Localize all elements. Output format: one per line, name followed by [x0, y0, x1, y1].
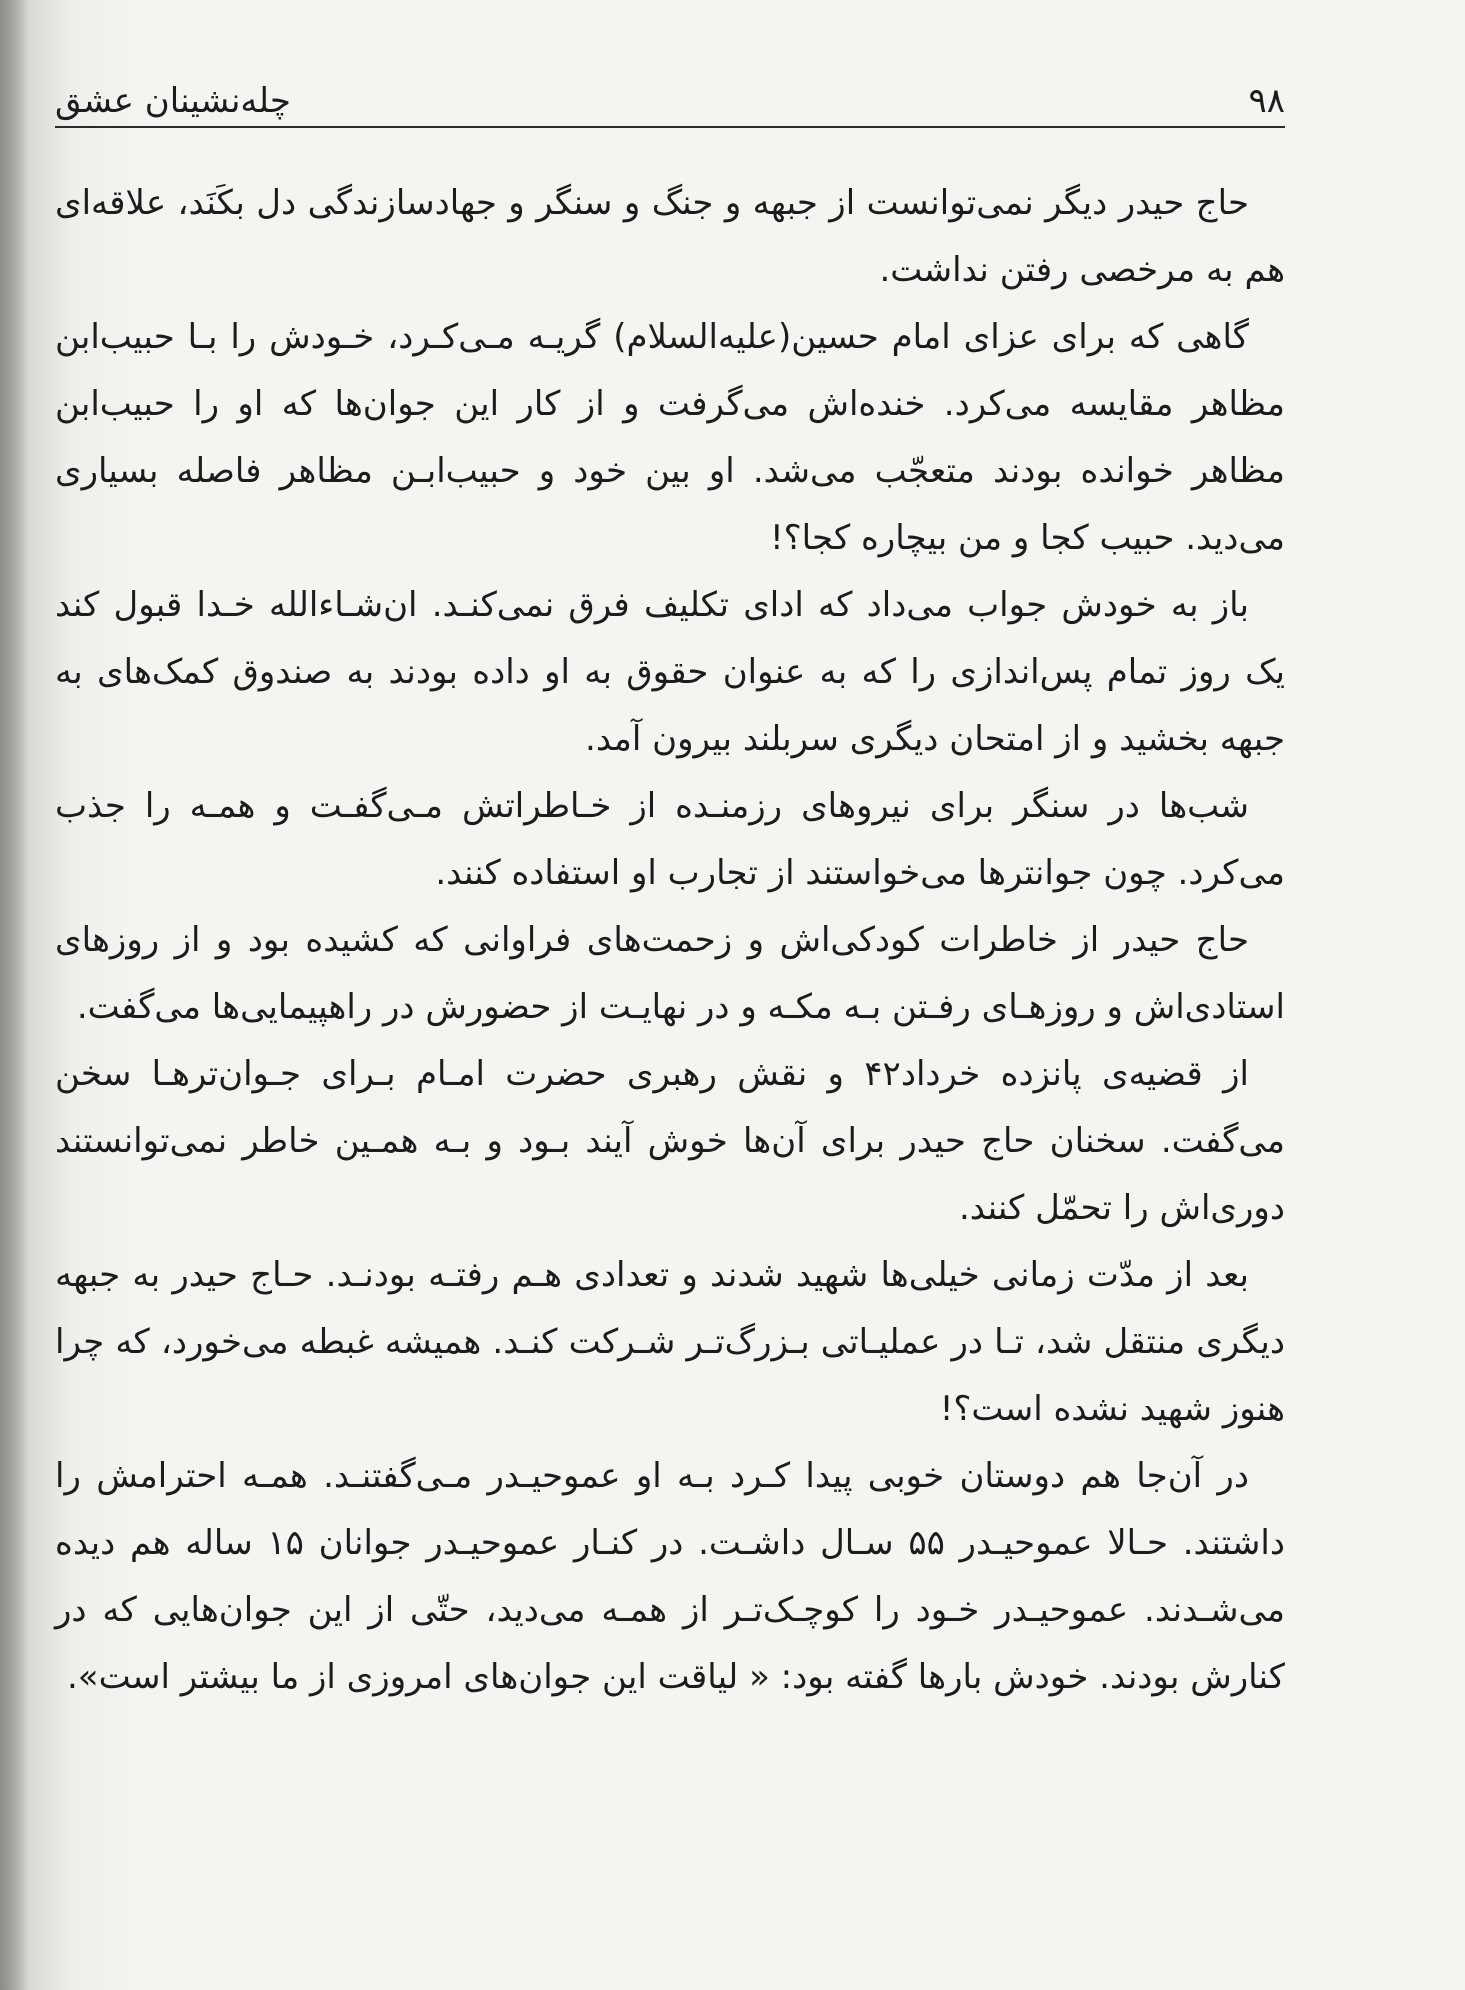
book-title: چله‌نشینان عشق [55, 81, 291, 121]
body-text [55, 170, 1285, 1711]
paragraph: از قضیه‌ی پانزده خرداد۴۲ و نقش رهبری حضرت امـام بـرای جـوان‌ترهـا سخن می‌گفت. سخنان حاج حیدر برای آن‌ها خوش آیند بـود و بـه همـین خاطر نمی‌توانستند دوری‌اش را تحمّل کنند. [55, 1054, 1285, 1228]
paragraph: در آن‌جا هم دوستان خوبی پیدا کـرد بـه او عموحیـدر مـی‌گفتنـد. همـه احترامش را داشتند. حـالا عموحیـدر ۵۵ سـال داشـت. در کنـار عموحیـدر جوانان ۱۵ ساله هم دیده می‌شـدند. عموحیـدر خـود را کوچـک‌تـر از همـه می‌دید، حتّی از این جوان‌هایی که در کنارش بودند. خودش بارها گفته بود: « لیاقت این جوان‌های امروزی از ما بیشتر است». [55, 1456, 1285, 1697]
paragraph: بعد از مدّت زمانی خیلی‌ها شهید شدند و تعدادی هـم رفتـه بودنـد. حـاج حیدر به جبهه دیگری منتقل شد، تـا در عملیـاتی بـزرگ‌تـر شـرکت کنـد. همیشه غبطه می‌خورد، که چرا هنوز شهید نشده است؟! [55, 1255, 1285, 1429]
paragraph: حاج حیدر دیگر نمی‌توانست از جبهه و جنگ و سنگر و جهادسازندگی دل بکَنَد، علاقه‌ای هم به مرخصی رفتن نداشت. [55, 183, 1285, 290]
paragraph: حاج حیدر از خاطرات کودکی‌اش و زحمت‌های فراوانی که کشیده بود و از روزهای استادی‌اش و روزهـای رفـتن بـه مکـه و در نهایـت از حضورش در راهپیمایی‌ها می‌گفت. [55, 920, 1285, 1027]
header-rule [55, 126, 1285, 128]
paragraph: شب‌ها در سنگر برای نیروهای رزمنـده از خـاطراتش مـی‌گفـت و همـه را جذب می‌کرد. چون جوانترها می‌خواستند از تجارب او استفاده کنند. [55, 786, 1285, 893]
running-head [55, 78, 1285, 128]
paragraph: گاهی که برای عزای امام حسین(علیه‌السلام) گریـه مـی‌کـرد، خـودش را بـا حبیب‌ابن مظاهر مقایسه می‌کرد. خنده‌اش می‌گرفت و از کار این جوان‌ها که او را حبیب‌ابن مظاهر خوانده بودند متعجّب می‌شد. او بین خود و حبیب‌ابـن مظاهر فاصله بسیاری می‌دید. حبیب کجا و من بیچاره کجا؟! [55, 317, 1285, 558]
page-number: ۹۸ [1248, 81, 1285, 121]
paragraph: باز به خودش جواب می‌داد که ادای تکلیف فرق نمی‌کنـد. ان‌شـاءالله خـدا قبول کند یک روز تمام پس‌اندازی را که به عنوان حقوق به او داده بودند به صندوق کمک‌های به جبهه بخشید و از امتحان دیگری سربلند بیرون آمد. [55, 585, 1285, 759]
binding-shadow [0, 0, 28, 1990]
